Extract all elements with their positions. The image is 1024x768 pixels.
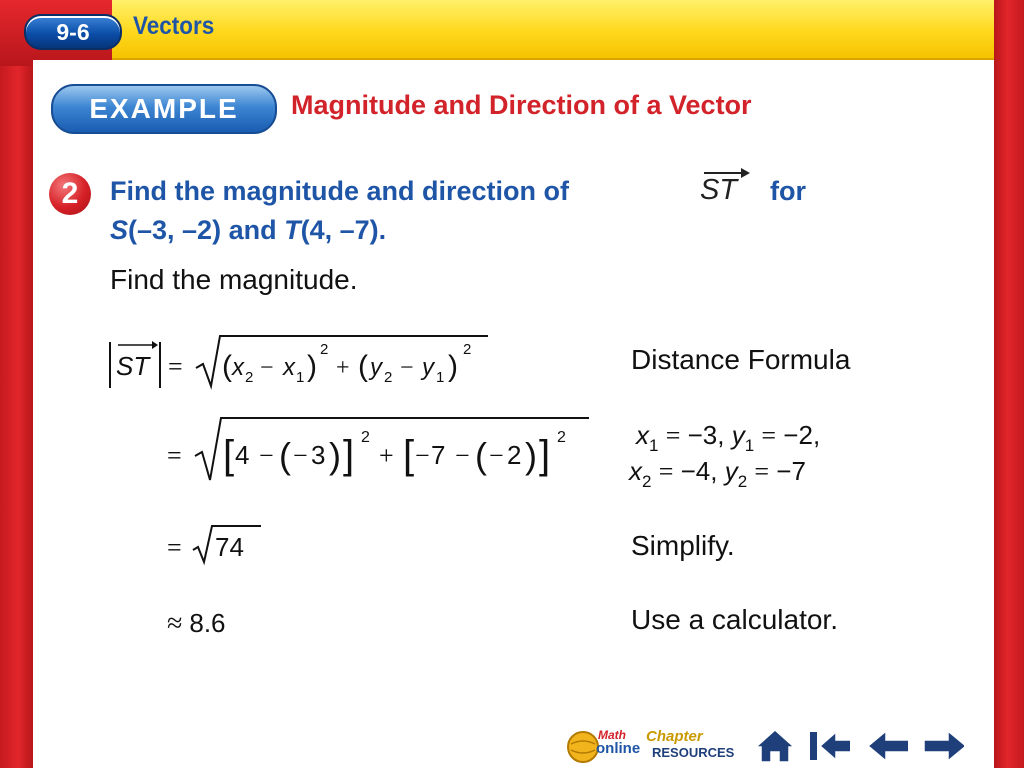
chapter-resources-button[interactable] — [646, 728, 742, 764]
point-s-label: S — [110, 215, 129, 245]
svg-text:−: − — [489, 441, 504, 470]
left-frame — [0, 0, 33, 768]
svg-text:2: 2 — [320, 341, 329, 358]
svg-text:2: 2 — [361, 429, 370, 446]
svg-text:[: [ — [223, 433, 235, 477]
previous-slide-button[interactable] — [866, 728, 908, 764]
svg-text:=: = — [167, 441, 182, 470]
svg-text:(: ( — [279, 435, 291, 476]
previous-arrow-icon — [866, 728, 908, 764]
globe-icon — [566, 730, 600, 764]
step2-values-line-1: $x_1 = -3$, $y_1 = -2$, — [636, 420, 821, 455]
footer-navigation — [560, 722, 994, 768]
svg-text:]: ] — [539, 433, 551, 477]
math-online-label-top: Math — [598, 728, 626, 742]
svg-text:(: ( — [358, 350, 368, 383]
step3-note: Simplify. — [631, 530, 735, 561]
next-slide-button[interactable] — [922, 728, 964, 764]
home-button[interactable] — [754, 728, 796, 764]
first-slide-icon — [808, 728, 850, 764]
svg-text:2: 2 — [507, 440, 522, 470]
svg-text:]: ] — [343, 433, 355, 477]
svg-text:−: − — [259, 441, 274, 470]
step1-note: Distance Formula — [631, 344, 851, 375]
svg-text:7: 7 — [431, 440, 446, 470]
point-s-coords: (–3, –2) and — [128, 215, 277, 245]
chapter-resources-label-top: Chapter — [646, 728, 703, 745]
svg-text:−: − — [293, 441, 308, 470]
svg-text:1: 1 — [296, 369, 305, 386]
svg-text:+: + — [336, 355, 350, 381]
step2-values-line-2: $x_2 = -4$, $y_2 = -7$ — [629, 456, 806, 491]
math-online-label-bottom: online — [596, 740, 641, 757]
svg-text:x: x — [232, 354, 244, 381]
point-t-label: T — [284, 215, 301, 245]
distance-formula-equation — [108, 330, 498, 394]
first-slide-button[interactable] — [808, 728, 850, 764]
svg-text:−: − — [400, 355, 414, 381]
simplified-equation — [165, 522, 265, 568]
instruction-text: Find the magnitude. — [110, 264, 358, 295]
svg-text:[: [ — [403, 433, 415, 477]
radicand-value: 74 — [215, 532, 244, 562]
substitution-equation — [165, 412, 595, 486]
svg-text:2: 2 — [463, 341, 472, 358]
svg-text:2: 2 — [557, 429, 566, 446]
svg-text:−: − — [415, 441, 430, 470]
svg-text:2: 2 — [245, 369, 254, 386]
step4-note: Use a calculator. — [631, 604, 838, 635]
svg-text:4: 4 — [235, 440, 250, 470]
svg-text:+: + — [379, 441, 394, 470]
svg-text:=: = — [168, 352, 183, 381]
svg-text:): ) — [525, 435, 537, 476]
vector-label: ST — [700, 174, 738, 206]
home-icon — [754, 728, 796, 764]
svg-text:=: = — [167, 533, 182, 562]
svg-text:): ) — [329, 435, 341, 476]
svg-text:y: y — [370, 354, 382, 381]
next-arrow-icon — [922, 728, 964, 764]
example-badge: EXAMPLE — [51, 84, 277, 134]
chapter-title: Vectors — [133, 12, 215, 40]
approximation-equation: ≈ 8.6 — [167, 608, 226, 639]
svg-text:1: 1 — [436, 369, 445, 386]
problem-line-1 — [110, 176, 569, 207]
approximate-value: 8.6 — [189, 608, 226, 638]
svg-text:2: 2 — [384, 369, 393, 386]
svg-text:(: ( — [222, 350, 232, 383]
svg-text:−: − — [260, 355, 274, 381]
svg-text:x: x — [283, 354, 295, 381]
svg-text:−: − — [455, 441, 470, 470]
point-t-coords: (4, –7). — [300, 215, 387, 245]
vector-magnitude-label: ST — [116, 351, 150, 381]
math-online-button[interactable] — [566, 728, 640, 764]
chapter-resources-label-bottom: RESOURCES — [652, 745, 735, 760]
svg-text:3: 3 — [311, 440, 326, 470]
problem-text: Find the magnitude and direction of — [110, 176, 569, 206]
svg-text:(: ( — [475, 435, 487, 476]
problem-for: for — [770, 176, 806, 206]
svg-text:y: y — [422, 354, 434, 381]
right-frame — [994, 0, 1024, 768]
svg-text:): ) — [307, 350, 317, 383]
example-number-badge: 2 — [49, 173, 91, 215]
section-number-badge: 9-6 — [24, 14, 122, 50]
svg-text:): ) — [448, 350, 458, 383]
example-title: Magnitude and Direction of a Vector — [291, 90, 752, 120]
problem-line-2 — [110, 215, 386, 246]
